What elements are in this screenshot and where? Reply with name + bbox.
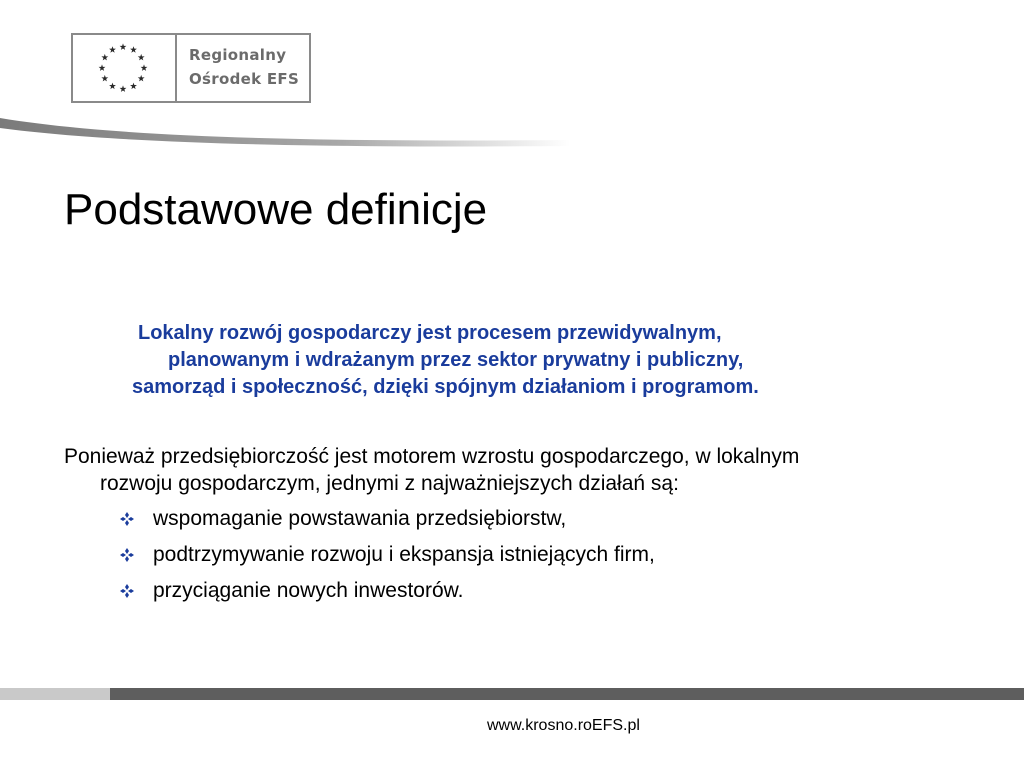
star-icon xyxy=(101,75,108,82)
star-icon xyxy=(120,85,127,92)
star-icon xyxy=(141,64,148,71)
definition-line-3: samorząd i społeczność, dzięki spójnym działaniom i programom. xyxy=(132,376,759,398)
logo-text xyxy=(189,43,299,91)
footer-url: www.krosno.roEFS.pl xyxy=(487,717,640,734)
diamond-bullet-icon xyxy=(120,512,134,526)
diamond-bullet-icon xyxy=(120,584,134,598)
star-icon xyxy=(138,54,145,61)
star-icon xyxy=(130,83,137,90)
star-icon xyxy=(99,64,106,71)
list-item xyxy=(108,577,655,613)
star-icon xyxy=(120,43,127,50)
diamond-bullet-icon xyxy=(120,548,134,562)
paragraph-line-1: Ponieważ przedsiębiorczość jest motorem wzrostu gospodarczego, w lokalnym xyxy=(64,445,800,468)
bullet-text: przyciąganie nowych inwestorów. xyxy=(153,579,464,602)
logo-line-1: Regionalny xyxy=(189,46,287,64)
eu-stars-icon xyxy=(73,35,177,101)
decorative-swoosh xyxy=(0,112,580,152)
logo-line-2: Ośrodek EFS xyxy=(189,70,300,88)
logo xyxy=(71,33,311,103)
bullet-list xyxy=(108,505,655,613)
paragraph-line-2: rozwoju gospodarczym, jednymi z najważniejszych działań są: xyxy=(100,472,679,495)
star-icon xyxy=(109,83,116,90)
definition-line-2: planowanym i wdrażanym przez sektor prywatny i publiczny, xyxy=(168,349,744,371)
intro-paragraph xyxy=(64,443,994,497)
bullet-text: podtrzymywanie rozwoju i ekspansja istniejących firm, xyxy=(153,543,655,566)
definition-line-1: Lokalny rozwój gospodarczy jest procesem przewidywalnym, xyxy=(138,322,722,344)
footer-bar-light xyxy=(0,688,110,700)
list-item xyxy=(108,541,655,577)
slide-title: Podstawowe definicje xyxy=(64,185,488,234)
list-item xyxy=(108,505,655,541)
star-icon xyxy=(130,46,137,53)
star-icon xyxy=(138,75,145,82)
definition-text xyxy=(132,320,948,401)
bullet-text: wspomaganie powstawania przedsiębiorstw, xyxy=(153,507,567,530)
star-icon xyxy=(101,54,108,61)
star-icon xyxy=(109,46,116,53)
footer-bar-dark xyxy=(110,688,1024,700)
